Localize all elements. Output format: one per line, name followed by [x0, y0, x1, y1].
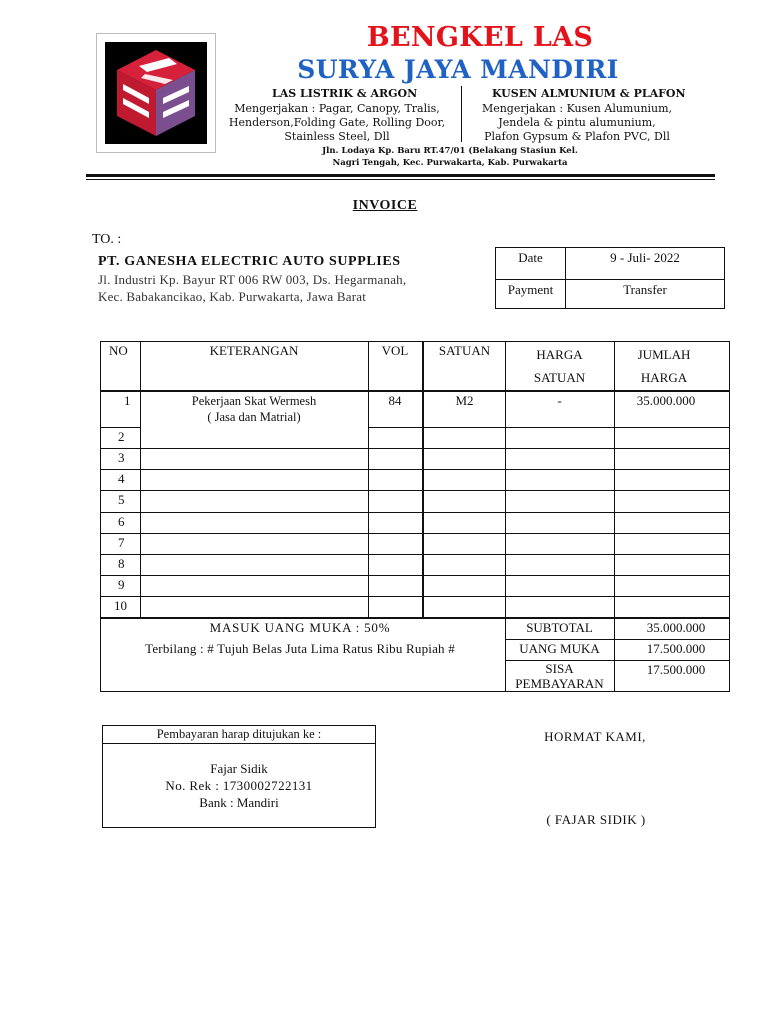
- bank-name: Bank : Mandiri: [199, 795, 279, 810]
- service-right-line: Plafon Gypsum & Plafon PVC, Dll: [484, 130, 670, 143]
- sisa-label-line: SISA: [545, 661, 574, 676]
- address-line: Nagri Tengah, Kec. Purwakarta, Kab. Purwakarta: [332, 158, 568, 168]
- row-vol: 84: [388, 393, 402, 408]
- row-number: 6: [118, 514, 125, 529]
- header-harga-satuan: [505, 343, 614, 389]
- row-description: [140, 393, 368, 425]
- service-left-line: Henderson,Folding Gate, Rolling Door,: [228, 116, 446, 129]
- customer-address-line: Kec. Babakancikao, Kab. Purwakarta, Jawa Barat: [98, 289, 367, 304]
- sisa-label-line: PEMBAYARAN: [515, 676, 604, 691]
- items-table: [100, 341, 730, 692]
- header-text: HARGA: [640, 370, 688, 385]
- service-left-description: [222, 102, 452, 144]
- description-line: Pekerjaan Skat Wermesh: [191, 394, 317, 408]
- service-left-line: Mengerjakan : Pagar, Canopy, Tralis,: [234, 102, 440, 115]
- service-right-description: [462, 102, 692, 144]
- subtotal-label: SUBTOTAL: [526, 620, 593, 635]
- to-label: TO. :: [92, 232, 122, 247]
- payment-value: Transfer: [623, 282, 667, 297]
- customer-address-line: Jl. Industri Kp. Bayur RT 006 RW 003, Ds. Hegarmanah,: [98, 272, 407, 287]
- signer-name: ( FAJAR SIDIK ): [546, 812, 646, 827]
- payment-label: Payment: [507, 282, 554, 297]
- header-rule-thin: [86, 179, 715, 180]
- logo-cube-icon: [105, 42, 207, 144]
- header-text: SATUAN: [533, 370, 586, 385]
- down-payment-note: MASUK UANG MUKA : 50%: [209, 620, 391, 635]
- service-left-line: Stainless Steel, Dll: [284, 130, 390, 143]
- row-number: 3: [118, 450, 125, 465]
- date-value: 9 - Juli- 2022: [610, 250, 680, 265]
- row-number: 8: [118, 556, 125, 571]
- account-number: No. Rek : 1730002722131: [165, 778, 313, 793]
- header-text: HARGA: [536, 347, 583, 362]
- amount-in-words: Terbilang : # Tujuh Belas Juta Lima Ratus Ribu Rupiah #: [145, 641, 455, 656]
- header-satuan: SATUAN: [438, 343, 491, 358]
- header-text: JUMLAH: [637, 347, 691, 362]
- company-address: [300, 145, 600, 169]
- header-keterangan: KETERANGAN: [209, 343, 299, 358]
- service-right-heading: KUSEN ALMUNIUM & PLAFON: [492, 87, 686, 100]
- row-number: 9: [118, 577, 125, 592]
- payment-info-box: [102, 725, 376, 828]
- company-name-line2: SURYA JAYA MANDIRI: [297, 55, 619, 84]
- sisa-value: 17.500.000: [646, 662, 706, 677]
- invoice-title: INVOICE: [352, 198, 418, 213]
- subtotal-value: 35.000.000: [646, 620, 706, 635]
- row-jumlah: 35.000.000: [636, 393, 696, 408]
- account-holder: Fajar Sidik: [210, 761, 268, 776]
- row-number: 5: [118, 492, 125, 507]
- customer-name: PT. GANESHA ELECTRIC AUTO SUPPLIES: [98, 254, 401, 269]
- signature-greeting: HORMAT KAMI,: [544, 729, 646, 744]
- invoice-info-box: [495, 247, 725, 309]
- description-line: ( Jasa dan Matrial): [207, 410, 301, 424]
- sisa-label: [505, 661, 614, 691]
- header-jumlah-harga: [614, 343, 714, 389]
- service-left-heading: LAS LISTRIK & ARGON: [272, 87, 418, 100]
- row-satuan: M2: [455, 393, 474, 408]
- row-number: 7: [118, 535, 125, 550]
- row-number: 1: [124, 393, 131, 408]
- company-logo: [96, 33, 216, 153]
- header-rule: [86, 174, 715, 177]
- row-number: 2: [118, 429, 125, 444]
- service-right-line: Jendela & pintu alumunium,: [498, 116, 656, 129]
- row-harga: -: [557, 393, 562, 408]
- service-right-line: Mengerjakan : Kusen Alumunium,: [481, 102, 673, 115]
- header-vol: VOL: [381, 343, 409, 358]
- row-number: 4: [118, 471, 125, 486]
- uang-muka-value: 17.500.000: [646, 641, 706, 656]
- payment-heading: Pembayaran harap ditujukan ke :: [156, 727, 322, 741]
- company-name-line1: BENGKEL LAS: [366, 22, 594, 53]
- uang-muka-label: UANG MUKA: [519, 641, 600, 656]
- header-no: NO: [109, 343, 128, 358]
- date-label: Date: [518, 250, 543, 265]
- address-line: Jln. Lodaya Kp. Baru RT.47/01 (Belakang Stasiun Kel.: [322, 146, 578, 156]
- row-number: 10: [114, 598, 127, 613]
